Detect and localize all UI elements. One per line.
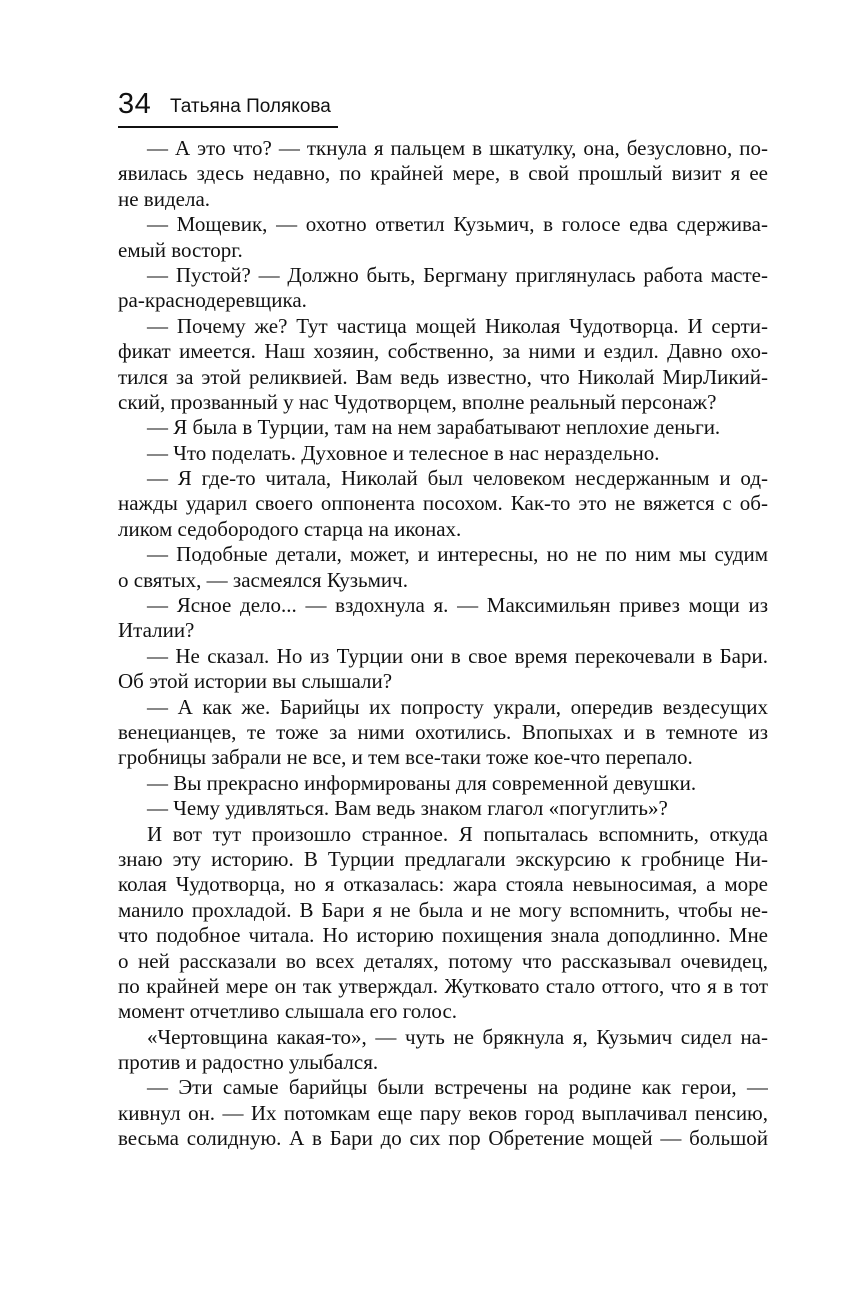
text-line: нажды ударил своего оппонента посохом. Как-то это не вяжется с об- bbox=[118, 491, 768, 516]
page-number: 34 bbox=[118, 88, 152, 120]
page-body-text bbox=[118, 136, 768, 1152]
text-line: колая Чудотворца, но я отказалась: жара стояла невыносимая, а море bbox=[118, 872, 768, 897]
text-line: И вот тут произошло странное. Я попыталась вспомнить, откуда bbox=[147, 821, 768, 846]
text-line: «Чертовщина какая-то», — чуть не брякнула я, Кузьмич сидел на- bbox=[147, 1024, 768, 1049]
author-name: Татьяна Полякова bbox=[170, 96, 331, 117]
text-line: венецианцев, те тоже за ними охотились. Впопыхах и в темноте из bbox=[118, 719, 768, 744]
text-line: Об этой истории вы слышали? bbox=[118, 669, 393, 694]
text-line: — Что поделать. Духовное и телесное в нас нераздельно. bbox=[147, 440, 660, 465]
text-line: манило прохладой. В Бари я не была и не могу вспомнить, чтобы не- bbox=[118, 897, 768, 922]
text-line: тился за этой реликвией. Вам ведь известно, что Николай МирЛикий- bbox=[118, 364, 768, 389]
text-line: ский, прозванный у нас Чудотворцем, вполне реальный персонаж? bbox=[118, 389, 717, 414]
text-line: — Пустой? — Должно быть, Бергману приглянулась работа масте- bbox=[147, 262, 768, 287]
text-line: о святых, — засмеялся Кузьмич. bbox=[118, 567, 408, 592]
text-line: — Мощевик, — охотно ответил Кузьмич, в голосе едва сдержива- bbox=[147, 212, 768, 237]
text-line: против и радостно улыбался. bbox=[118, 1050, 379, 1075]
text-line: — Ясное дело... — вздохнула я. — Максимильян привез мощи из bbox=[147, 593, 768, 618]
text-line: весьма солидную. А в Бари до сих пор Обретение мощей — большой bbox=[118, 1126, 768, 1151]
text-line: — А это что? — ткнула я пальцем в шкатулку, она, безусловно, по- bbox=[147, 136, 768, 160]
text-line: — Почему же? Тут частица мощей Николая Чудотворца. И серти- bbox=[147, 313, 768, 338]
text-line: по крайней мере он так утверждал. Жутковато стало оттого, что я в тот bbox=[118, 973, 768, 998]
text-line: — Эти самые барийцы были встречены на родине как герои, — bbox=[147, 1075, 768, 1100]
text-line: — Я была в Турции, там на нем зарабатывают неплохие деньги. bbox=[147, 415, 721, 440]
text-line: момент отчетливо слышала его голос. bbox=[118, 999, 458, 1024]
text-line: — Подобные детали, может, и интересны, но не по ним мы судим bbox=[147, 542, 768, 567]
text-line: фикат имеется. Наш хозяин, собственно, за ними и ездил. Давно охо- bbox=[118, 339, 768, 364]
text-line: кивнул он. — Их потомкам еще пару веков город выплачивал пенсию, bbox=[118, 1100, 768, 1125]
text-line: ликом седобородого старца на иконах. bbox=[118, 516, 462, 541]
text-line: — Не сказал. Но из Турции они в свое время перекочевали в Бари. bbox=[147, 643, 768, 668]
text-line: — А как же. Барийцы их попросту украли, опередив вездесущих bbox=[147, 694, 768, 719]
text-line: — Вы прекрасно информированы для современной девушки. bbox=[147, 770, 697, 795]
text-line: не видела. bbox=[118, 186, 211, 211]
text-line: Италии? bbox=[118, 618, 195, 643]
text-line: емый восторг. bbox=[118, 237, 243, 262]
text-line: — Я где-то читала, Николай был человеком несдержанным и од- bbox=[147, 466, 768, 491]
running-header bbox=[118, 86, 338, 128]
text-line: ра-краснодеревщика. bbox=[118, 288, 307, 313]
text-line: что подобное читала. Но историю похищения знала доподлинно. Мне bbox=[118, 923, 768, 948]
text-line: гробницы забрали не все, и тем все-таки тоже кое-что перепало. bbox=[118, 745, 693, 770]
text-line: о ней рассказали во всех деталях, потому что рассказывал очевидец, bbox=[118, 948, 768, 973]
text-line: знаю эту историю. В Турции предлагали экскурсию к гробнице Ни- bbox=[118, 846, 768, 871]
text-line: — Чему удивляться. Вам ведь знаком глагол «погуглить»? bbox=[147, 796, 668, 821]
text-line: явилась здесь недавно, по крайней мере, в свой прошлый визит я ее bbox=[118, 161, 768, 186]
